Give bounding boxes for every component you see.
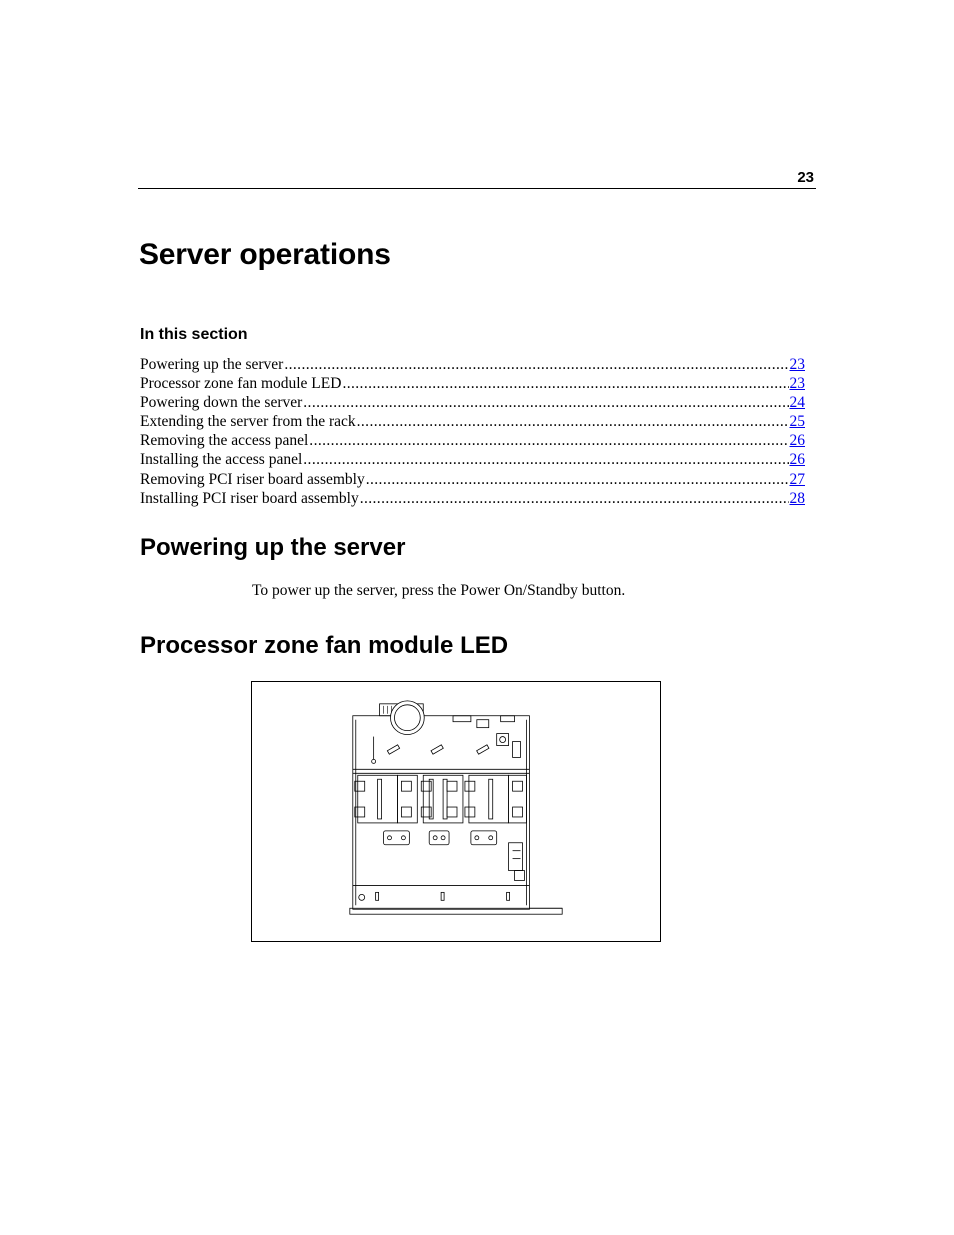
toc-page-link[interactable]: 26 bbox=[789, 451, 805, 469]
toc-page-link[interactable]: 26 bbox=[789, 432, 805, 450]
toc-entry-label: Removing PCI riser board assembly bbox=[140, 470, 365, 488]
toc-leader-dots bbox=[303, 450, 788, 469]
powering-up-instructions: To power up the server, press the Power On/Standby button. bbox=[252, 582, 626, 599]
toc-entry[interactable] bbox=[140, 489, 805, 508]
toc-entry-label: Powering down the server bbox=[140, 394, 303, 412]
toc-page-link[interactable]: 28 bbox=[789, 489, 805, 507]
fan-module-illustration bbox=[251, 681, 661, 942]
toc-leader-dots bbox=[357, 412, 789, 431]
toc-entry[interactable] bbox=[140, 450, 805, 469]
toc-entry[interactable] bbox=[140, 374, 805, 393]
toc-page-link[interactable]: 23 bbox=[789, 375, 805, 393]
toc-leader-dots bbox=[303, 393, 788, 412]
toc-page-link[interactable]: 27 bbox=[789, 470, 805, 488]
toc-entry-label: Extending the server from the rack bbox=[140, 413, 356, 431]
toc-entry-label: Installing PCI riser board assembly bbox=[140, 489, 359, 507]
toc-entry-label: Removing the access panel bbox=[140, 432, 309, 450]
toc-entry[interactable] bbox=[140, 412, 805, 431]
section-toc bbox=[140, 355, 805, 508]
toc-entry[interactable] bbox=[140, 393, 805, 412]
section-heading-fan-module-led: Processor zone fan module LED bbox=[140, 632, 509, 659]
in-this-section-label: In this section bbox=[140, 326, 248, 343]
toc-leader-dots bbox=[366, 470, 789, 489]
page-number: 23 bbox=[797, 169, 814, 186]
toc-entry[interactable] bbox=[140, 355, 805, 374]
toc-page-link[interactable]: 25 bbox=[789, 413, 805, 431]
chapter-title: Server operations bbox=[139, 238, 391, 271]
toc-leader-dots bbox=[284, 355, 788, 374]
toc-page-link[interactable]: 23 bbox=[789, 356, 805, 373]
toc-entry-label: Processor zone fan module LED bbox=[140, 375, 342, 393]
toc-entry[interactable] bbox=[140, 431, 805, 450]
toc-leader-dots bbox=[360, 489, 789, 508]
header-rule bbox=[138, 188, 816, 189]
toc-leader-dots bbox=[309, 431, 788, 450]
section-heading-powering-up: Powering up the server bbox=[140, 534, 406, 561]
toc-entry[interactable] bbox=[140, 470, 805, 489]
toc-entry-label: Powering up the server bbox=[140, 356, 284, 373]
toc-leader-dots bbox=[342, 374, 788, 393]
toc-entry-label: Installing the access panel bbox=[140, 451, 303, 469]
toc-page-link[interactable]: 24 bbox=[789, 394, 805, 412]
